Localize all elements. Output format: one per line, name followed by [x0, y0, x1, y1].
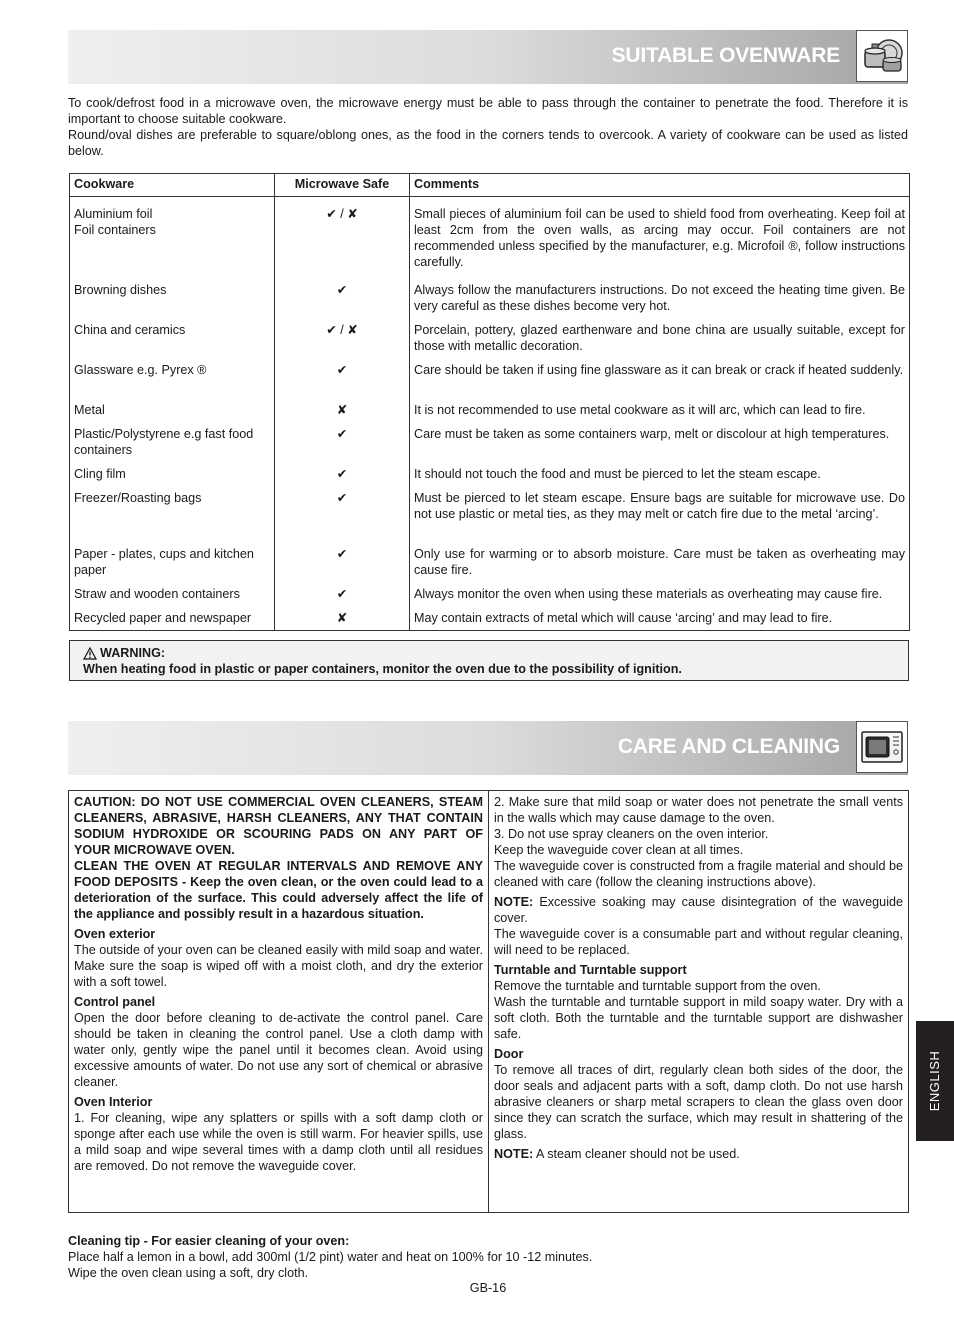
- safe-cell: ✔: [275, 546, 410, 586]
- cookware-cell: [70, 197, 275, 283]
- oven-interior-text: 1. For cleaning, wipe any splatters or spills with a soft damp cloth or sponge after each use while the oven is still warm. For heavier spills, use a mild soap and wipe several times with a damp cloth until all residues are removed. Do not remove the waveguide cover.: [74, 1111, 483, 1173]
- safe-cell: ✔: [275, 490, 410, 546]
- cookware-name: Aluminium foil: [74, 207, 153, 221]
- table-row: [70, 426, 910, 466]
- table-header-row: [70, 174, 910, 197]
- care-and-cleaning-banner: [68, 721, 908, 775]
- table-row: [70, 282, 910, 322]
- cleaning-tip-line-2: Wipe the oven clean using a soft, dry cloth.: [68, 1266, 309, 1280]
- caution-text: CAUTION: DO NOT USE COMMERCIAL OVEN CLEANERS, STEAM CLEANERS, ABRASIVE, HARSH CLEANERS, ANY THAT CONTAIN SODIUM HYDROXIDE OR SCOURING PADS ON ANY PART OF YOUR MICROWAVE OVEN.: [74, 795, 483, 857]
- waveguide-keep-text: Keep the waveguide cover clean at all times.: [494, 843, 744, 857]
- turntable-text-2: Wash the turntable and turntable support in mild soapy water. Dry with a soft cloth. Both the turntable and the turntable support are dishwasher safe.: [494, 995, 903, 1041]
- cookware-cell: Plastic/Polystyrene e.g fast food containers: [70, 426, 275, 466]
- interior-item-2: 2. Make sure that mild soap or water does not penetrate the small vents in the walls which may cause damage to the oven.: [494, 795, 903, 825]
- door-text: To remove all traces of dirt, regularly clean both sides of the door, the door seals and adjacent parts with a soft, damp cloth. Do not use harsh abrasive cleaners or sharp metal scrapers to clean the glass oven door since they can scratch the surface, which may result in shattering of the glass.: [494, 1063, 903, 1141]
- page-number: GB-16: [469, 1281, 507, 1295]
- comment-cell: Small pieces of aluminium foil can be used to shield food from overheating. Keep foil at least 2cm from the oven walls, as arcing may occur. Foil containers are not recommended unless specified by the manufacturer, e.g. Microfoil ®, follow instructions carefully.: [410, 197, 910, 283]
- safe-cell: ✘: [275, 610, 410, 631]
- warning-box: [69, 640, 909, 681]
- cleaning-tip: [68, 1233, 908, 1281]
- table-row: [70, 610, 910, 631]
- table-row: [70, 586, 910, 610]
- table-row: [70, 490, 910, 546]
- section-title: CARE AND CLEANING: [617, 735, 840, 758]
- cleaning-tip-line-1: Place half a lemon in a bowl, add 300ml (1/2 pint) water and heat on 100% for 10 -12 minutes.: [68, 1250, 593, 1264]
- table-row: [70, 466, 910, 490]
- comment-cell: It is not recommended to use metal cookware as it will arc, which can lead to fire.: [410, 402, 910, 426]
- turntable-text-1: Remove the turntable and turntable support from the oven.: [494, 979, 821, 993]
- safe-cell: ✔: [275, 466, 410, 490]
- comment-cell: Must be pierced to let steam escape. Ensure bags are suitable for microwave use. Do not use plastic or metal ties, as they may melt or catch fire due to the metal ‘arcing’.: [410, 490, 910, 546]
- safe-cell: ✔: [275, 586, 410, 610]
- warning-triangle-icon: [83, 647, 97, 660]
- safe-cell: ✘: [275, 402, 410, 426]
- care-right-column: [489, 791, 908, 1212]
- note-label: NOTE:: [494, 895, 534, 909]
- turntable-heading: Turntable and Turntable support: [494, 963, 687, 977]
- safe-cell: ✔: [275, 426, 410, 466]
- cookware-table: [69, 173, 910, 631]
- cookware-cell: Metal: [70, 402, 275, 426]
- table-row: [70, 362, 910, 402]
- header-cookware: Cookware: [70, 174, 275, 197]
- comment-cell: Care should be taken if using fine glassware as it can break or crack if heated suddenly.: [410, 362, 910, 402]
- comment-cell: Care must be taken as some containers warp, melt or discolour at high temperatures.: [410, 426, 910, 466]
- comment-cell: Porcelain, pottery, glazed earthenware and bone china are usually suitable, except for those with metallic decoration.: [410, 322, 910, 362]
- table-row: [70, 402, 910, 426]
- language-tab-label: ENGLISH: [927, 1050, 942, 1112]
- safe-cell: ✔: [275, 282, 410, 322]
- safe-cell: ✔ / ✘: [275, 197, 410, 283]
- table-row: [70, 546, 910, 586]
- oven-exterior-heading: Oven exterior: [74, 927, 156, 941]
- section-title: SUITABLE OVENWARE: [611, 44, 840, 67]
- waveguide-fragile-text: The waveguide cover is constructed from a fragile material and should be cleaned with care (follow the cleaning instructions above).: [494, 859, 903, 889]
- control-panel-heading: Control panel: [74, 995, 156, 1009]
- care-left-column: [69, 791, 489, 1212]
- interior-item-3: 3. Do not use spray cleaners on the oven interior.: [494, 827, 769, 841]
- cookware-cell: Cling film: [70, 466, 275, 490]
- control-panel-text: Open the door before cleaning to de-activate the control panel. Care should be taken in cleaning the control panel. Use a cloth damp with water only, gently wipe the panel until it becomes clean. Avoid using excessive amounts of water. Do not use any sort of chemical or abrasive cleaner.: [74, 1011, 483, 1089]
- intro-paragraph-1: To cook/defrost food in a microwave oven, the microwave energy must be able to pass through the container to penetrate the food. Therefore it is important to choose suitable cookware.: [68, 96, 908, 126]
- cookware-cell: Straw and wooden containers: [70, 586, 275, 610]
- oven-interior-heading: Oven Interior: [74, 1095, 153, 1109]
- language-tab: [916, 1021, 954, 1141]
- comment-cell: Always monitor the oven when using these materials as overheating may cause fire.: [410, 586, 910, 610]
- warning-text: When heating food in plastic or paper containers, monitor the oven due to the possibility of ignition.: [83, 662, 682, 676]
- header-microwave-safe: Microwave Safe: [275, 174, 410, 197]
- cookware-cell: Paper - plates, cups and kitchen paper: [70, 546, 275, 586]
- cookware-cell: Browning dishes: [70, 282, 275, 322]
- suitable-ovenware-banner: [68, 30, 908, 84]
- cookware-cell: Recycled paper and newspaper: [70, 610, 275, 631]
- cookware-cell: China and ceramics: [70, 322, 275, 362]
- header-comments: Comments: [410, 174, 910, 197]
- comment-cell: It should not touch the food and must be pierced to let the steam escape.: [410, 466, 910, 490]
- table-row: [70, 322, 910, 362]
- safe-cell: ✔: [275, 362, 410, 402]
- note-soaking: [494, 894, 903, 926]
- cookware-cell: Glassware e.g. Pyrex ®: [70, 362, 275, 402]
- cookware-pots-icon: [856, 30, 908, 82]
- cleaning-tip-title: Cleaning tip - For easier cleaning of your oven:: [68, 1234, 350, 1248]
- door-heading: Door: [494, 1047, 524, 1061]
- safe-cell: ✔ / ✘: [275, 322, 410, 362]
- clean-regular-text: CLEAN THE OVEN AT REGULAR INTERVALS AND REMOVE ANY FOOD DEPOSITS - Keep the oven clean, or the oven could lead to a deterioration of the surface. This could adversely affect the life of the appliance and possibly result in a hazardous situation.: [74, 859, 483, 921]
- comment-cell: Only use for warming or to absorb moisture. Care must be taken as overheating may cause fire.: [410, 546, 910, 586]
- note-steam-cleaner: [494, 1146, 903, 1162]
- note-text: Excessive soaking may cause disintegration of the waveguide cover.: [494, 895, 903, 925]
- table-row: [70, 197, 910, 283]
- care-and-cleaning-box: [68, 790, 909, 1213]
- intro-paragraph-2: Round/oval dishes are preferable to square/oblong ones, as the food in the corners tends to overcook. A variety of cookware can be used as listed below.: [68, 128, 908, 158]
- note-label: NOTE:: [494, 1147, 534, 1161]
- warning-title: WARNING:: [100, 646, 166, 660]
- comment-cell: Always follow the manufacturers instructions. Do not exceed the heating time given. Be very careful as these dishes become very hot.: [410, 282, 910, 322]
- cookware-cell: Freezer/Roasting bags: [70, 490, 275, 546]
- microwave-oven-icon: [856, 721, 908, 773]
- waveguide-consumable-text: The waveguide cover is a consumable part and without regular cleaning, will need to be replaced.: [494, 927, 903, 957]
- oven-exterior-text: The outside of your oven can be cleaned easily with mild soap and water. Make sure the soap is wiped off with a moist cloth, and dry the exterior with a soft towel.: [74, 943, 483, 989]
- warning-heading: [83, 645, 895, 661]
- comment-cell: May contain extracts of metal which will cause ‘arcing’ and may lead to fire.: [410, 610, 910, 631]
- cookware-name-2: Foil containers: [74, 223, 156, 237]
- note-text: A steam cleaner should not be used.: [533, 1147, 740, 1161]
